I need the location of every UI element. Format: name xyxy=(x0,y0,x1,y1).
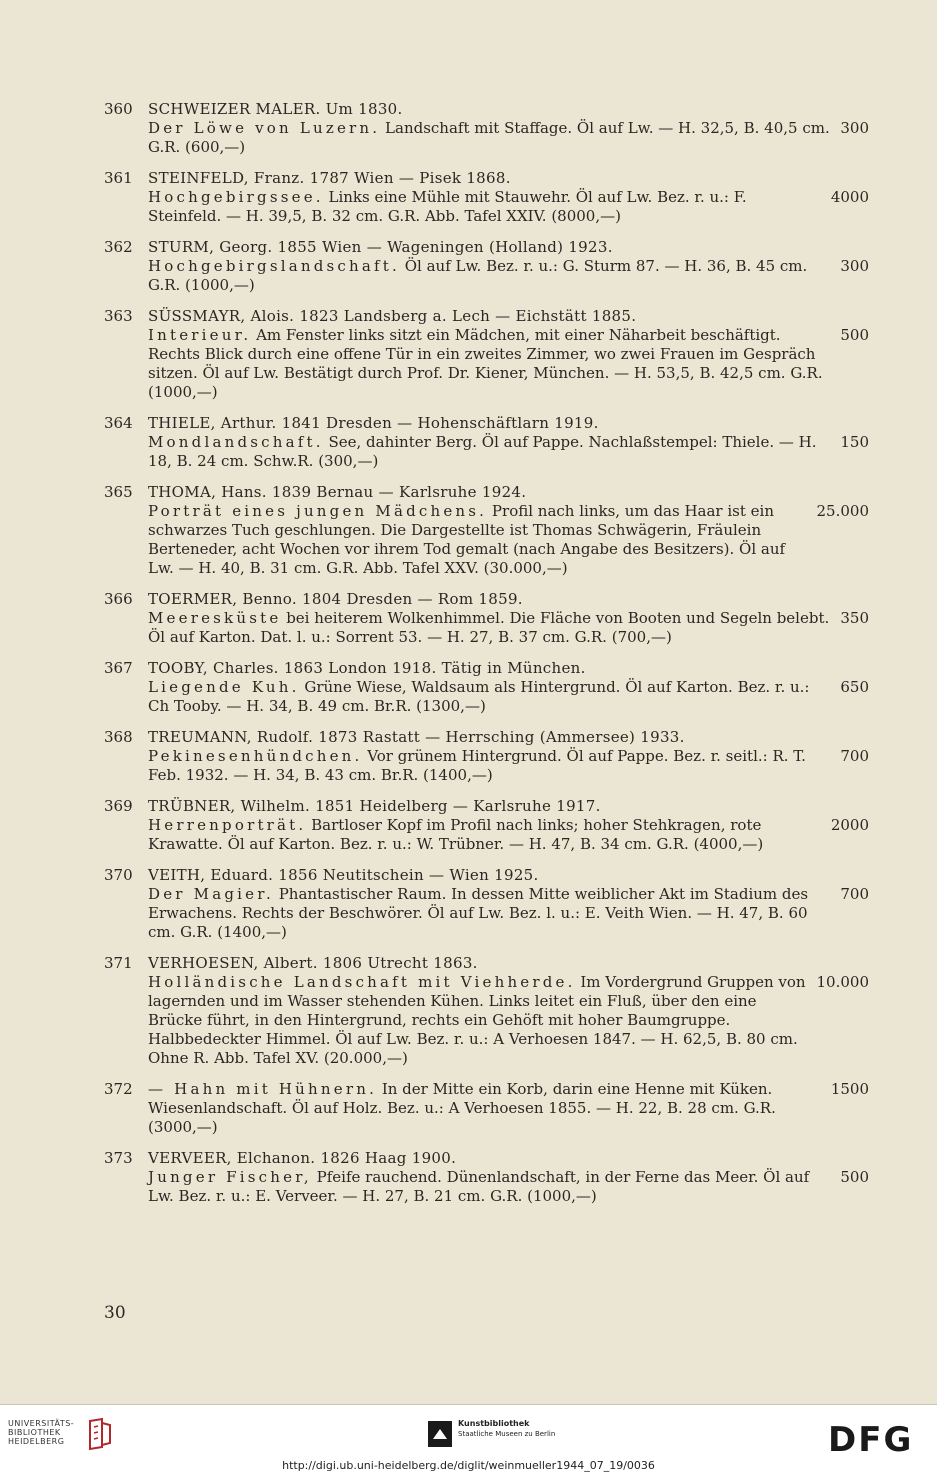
artwork-details: Landschaft mit Staffage. Öl auf Lw. — H. 32,5, B. 40,5 cm. G.R. (600,—) xyxy=(148,119,830,156)
university-logo-icon xyxy=(82,1417,114,1451)
estimate-price: 700 xyxy=(840,747,869,765)
artist-heading: THIELE, Arthur. 1841 Dresden — Hohenschäftlarn 1919. xyxy=(148,414,599,432)
kunstbibliothek-label xyxy=(458,1419,555,1439)
artwork-details: Profil nach links, um das Haar ist ein schwarzes Tuch geschlungen. Die Dargestellte ist Thomas Schwägerin, Fräulein Berteneder, acht Wochen vor ihrem Tod gemalt (nach Angabe des Besitzers). Öl auf Lw. — H. 40, B. 31 cm. G.R. Abb. Tafel XXV. (30.000,—) xyxy=(148,502,786,577)
estimate-price: 4000 xyxy=(830,188,869,206)
artwork-title: Holländische Landschaft mit Viehherde. xyxy=(148,973,576,991)
kb-subtitle: Staatliche Museen zu Berlin xyxy=(458,1430,556,1438)
source-url[interactable]: http://digi.ub.uni-heidelberg.de/diglit/weinmueller1944_07_19/0036 xyxy=(282,1459,655,1472)
artwork-details: Im Vordergrund Gruppen von lagernden und im Wasser stehenden Kühen. Links leitet ein Fluß, über den eine Brücke führt, in den Hintergrund, rechts ein Gehöft mit hoher Baumgruppe. Halbbedeckter Himmel. Öl auf Lw. Bez. r. u.: A Verhoesen 1847. — H. 62,5, B. 80 cm. Ohne R. Abb. Tafel XV. (20.000,—) xyxy=(148,973,806,1067)
artwork-details: Links eine Mühle mit Stauwehr. Öl auf Lw. Bez. r. u.: F. Steinfeld. — H. 39,5, B. 32 cm. G.R. Abb. Tafel XXIV. (8000,—) xyxy=(148,188,747,225)
artwork-title: Liegende Kuh. xyxy=(148,678,300,696)
entry-number: 370 xyxy=(104,866,133,884)
page-number: 30 xyxy=(104,1303,126,1323)
dfg-logo: DFG xyxy=(828,1420,914,1460)
catalog-entry xyxy=(104,238,869,295)
artist-heading: STURM, Georg. 1855 Wien — Wageningen (Holland) 1923. xyxy=(148,238,613,256)
artwork-title: Porträt eines jungen Mädchens. xyxy=(148,502,488,520)
estimate-price: 150 xyxy=(840,433,869,451)
artwork-title: Junger Fischer, xyxy=(148,1168,312,1186)
catalog-entry xyxy=(104,797,869,854)
entry-body xyxy=(148,100,869,157)
entry-description xyxy=(148,678,830,716)
artist-heading: SÜSSMAYR, Alois. 1823 Landsberg a. Lech — Eichstätt 1885. xyxy=(148,307,637,325)
estimate-price: 350 xyxy=(840,609,869,627)
entry-number: 365 xyxy=(104,483,133,501)
catalog-entry xyxy=(104,307,869,402)
entry-number: 369 xyxy=(104,797,133,815)
kunstbibliothek-logo-icon xyxy=(428,1421,452,1447)
entry-number: 368 xyxy=(104,728,133,746)
university-label: UNIVERSITÄTS- BIBLIOTHEK HEIDELBERG xyxy=(8,1419,75,1446)
artwork-title: Hochgebirgssee. xyxy=(148,188,324,206)
entry-body xyxy=(148,1149,869,1206)
artwork-details: Bartloser Kopf im Profil nach links; hoher Stehkragen, rote Krawatte. Öl auf Karton. Bez. r. u.: W. Trübner. — H. 47, B. 34 cm. G.R. (4000,—) xyxy=(148,816,764,853)
entry-description xyxy=(148,1168,830,1206)
catalog-entry xyxy=(104,414,869,471)
artist-heading: VERHOESEN, Albert. 1806 Utrecht 1863. xyxy=(148,954,478,972)
estimate-price: 500 xyxy=(840,1168,869,1186)
artist-heading: THOMA, Hans. 1839 Bernau — Karlsruhe 1924. xyxy=(148,483,527,501)
entry-number: 373 xyxy=(104,1149,133,1167)
artwork-title: Hochgebirgslandschaft. xyxy=(148,257,400,275)
entry-number: 363 xyxy=(104,307,133,325)
entry-body xyxy=(148,866,869,942)
estimate-price: 500 xyxy=(840,326,869,344)
kb-title: Kunstbibliothek xyxy=(458,1419,530,1428)
artwork-details: See, dahinter Berg. Öl auf Pappe. Nachlaßstempel: Thiele. — H. 18, B. 24 cm. Schw.R. (300,—) xyxy=(148,433,817,470)
entry-body xyxy=(148,659,869,716)
artwork-title: — Hahn mit Hühnern. xyxy=(148,1080,378,1098)
artwork-details: Phantastischer Raum. In dessen Mitte weiblicher Akt im Stadium des Erwachens. Rechts der Beschwörer. Öl auf Lw. Bez. l. u.: E. Veith Wien. — H. 47, B. 60 cm. G.R. (1400,—) xyxy=(148,885,809,941)
estimate-price: 300 xyxy=(840,257,869,275)
artwork-title: Meeresküste xyxy=(148,609,282,627)
footer-bar xyxy=(0,1404,937,1474)
artwork-details: Vor grünem Hintergrund. Öl auf Pappe. Bez. r. seitl.: R. T. Feb. 1932. — H. 34, B. 43 cm. Br.R. (1400,—) xyxy=(148,747,806,784)
entry-body xyxy=(148,954,869,1068)
artwork-title: Der Magier. xyxy=(148,885,274,903)
entry-body xyxy=(148,728,869,785)
catalog-entry xyxy=(104,954,869,1068)
entry-body xyxy=(148,1080,869,1137)
entry-description xyxy=(148,747,830,785)
artwork-title: Interieur. xyxy=(148,326,252,344)
entry-body xyxy=(148,590,869,647)
entry-description xyxy=(148,257,830,295)
entry-number: 364 xyxy=(104,414,133,432)
estimate-price: 25.000 xyxy=(816,502,869,520)
catalog-entry xyxy=(104,659,869,716)
entry-description xyxy=(148,973,807,1068)
artist-heading: TREUMANN, Rudolf. 1873 Rastatt — Herrsching (Ammersee) 1933. xyxy=(148,728,685,746)
estimate-price: 650 xyxy=(840,678,869,696)
artist-heading: VEITH, Eduard. 1856 Neutitschein — Wien 1925. xyxy=(148,866,539,884)
catalog-entry xyxy=(104,1149,869,1206)
artwork-details: Grüne Wiese, Waldsaum als Hintergrund. Öl auf Karton. Bez. r. u.: Ch Tooby. — H. 34, B. 49 cm. Br.R. (1300,—) xyxy=(148,678,810,715)
entry-description xyxy=(148,885,830,942)
estimate-price: 300 xyxy=(840,119,869,137)
estimate-price: 10.000 xyxy=(816,973,869,991)
entry-number: 372 xyxy=(104,1080,133,1098)
artwork-details: In der Mitte ein Korb, darin eine Henne mit Küken. Wiesenlandschaft. Öl auf Holz. Bez. u.: A Verhoesen 1855. — H. 22, B. 28 cm. G.R. (3000,—) xyxy=(148,1080,776,1136)
entry-description xyxy=(148,816,821,854)
artist-heading: TOOBY, Charles. 1863 London 1918. Tätig in München. xyxy=(148,659,586,677)
entry-number: 361 xyxy=(104,169,133,187)
entry-number: 371 xyxy=(104,954,133,972)
artwork-details: bei heiterem Wolkenhimmel. Die Fläche von Booten und Segeln belebt. Öl auf Karton. Dat. l. u.: Sorrent 53. — H. 27, B. 37 cm. G.R. (700,—) xyxy=(148,609,830,646)
artwork-details: Am Fenster links sitzt ein Mädchen, mit einer Näharbeit beschäftigt. Rechts Blick durch eine offene Tür in ein zweites Zimmer, wo zwei Frauen im Gespräch sitzen. Öl auf Lw. Bestätigt durch Prof. Dr. Kiener, München. — H. 53,5, B. 42,5 cm. G.R. (1000,—) xyxy=(148,326,823,401)
catalog-entry xyxy=(104,1080,869,1137)
estimate-price: 700 xyxy=(840,885,869,903)
entry-body xyxy=(148,238,869,295)
artist-heading: TRÜBNER, Wilhelm. 1851 Heidelberg — Karlsruhe 1917. xyxy=(148,797,601,815)
entry-description xyxy=(148,1080,821,1137)
entry-description xyxy=(148,433,830,471)
entry-description xyxy=(148,609,830,647)
entry-number: 367 xyxy=(104,659,133,677)
entry-number: 362 xyxy=(104,238,133,256)
artwork-title: Herrenporträt. xyxy=(148,816,307,834)
entry-body xyxy=(148,414,869,471)
entry-list xyxy=(104,100,869,1218)
entry-description xyxy=(148,188,821,226)
entry-description xyxy=(148,119,830,157)
artwork-title: Pekinesenhündchen. xyxy=(148,747,363,765)
catalog-entry xyxy=(104,100,869,157)
entry-body xyxy=(148,307,869,402)
artwork-details: Öl auf Lw. Bez. r. u.: G. Sturm 87. — H. 36, B. 45 cm. G.R. (1000,—) xyxy=(148,257,808,294)
catalog-entry xyxy=(104,728,869,785)
artist-heading: TOERMER, Benno. 1804 Dresden — Rom 1859. xyxy=(148,590,523,608)
artwork-details: Pfeife rauchend. Dünenlandschaft, in der Ferne das Meer. Öl auf Lw. Bez. r. u.: E. Verveer. — H. 27, B. 21 cm. G.R. (1000,—) xyxy=(148,1168,810,1205)
catalog-entry xyxy=(104,866,869,942)
artwork-title: Der Löwe von Luzern. xyxy=(148,119,381,137)
entry-body xyxy=(148,169,869,226)
artwork-title: Mondlandschaft. xyxy=(148,433,324,451)
artist-heading: SCHWEIZER MALER. Um 1830. xyxy=(148,100,403,118)
artist-heading: STEINFELD, Franz. 1787 Wien — Pisek 1868. xyxy=(148,169,511,187)
entry-number: 366 xyxy=(104,590,133,608)
catalog-entry xyxy=(104,169,869,226)
entry-number: 360 xyxy=(104,100,133,118)
catalog-entry xyxy=(104,483,869,578)
entry-body xyxy=(148,797,869,854)
entry-description xyxy=(148,326,830,402)
estimate-price: 1500 xyxy=(830,1080,869,1098)
catalog-entry xyxy=(104,590,869,647)
entry-description xyxy=(148,502,807,578)
entry-body xyxy=(148,483,869,578)
artist-heading: VERVEER, Elchanon. 1826 Haag 1900. xyxy=(148,1149,457,1167)
estimate-price: 2000 xyxy=(830,816,869,834)
